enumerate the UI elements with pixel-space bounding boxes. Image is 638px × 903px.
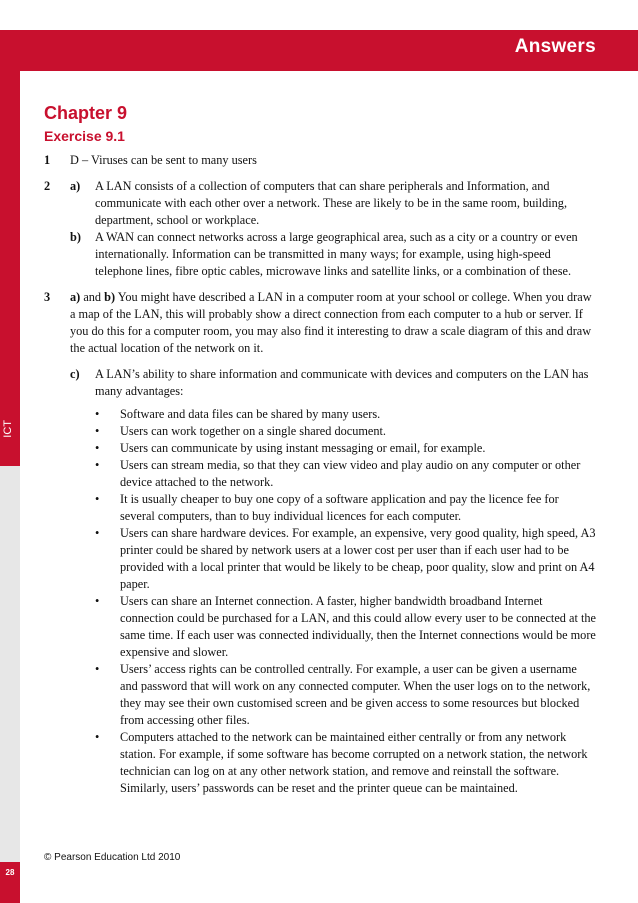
answer-text: D – Viruses can be sent to many users: [70, 153, 257, 167]
answer-text: A WAN can connect networks across a large geographical area, such as a city or a country or even internationally. Information can be transmitted in many ways; for example, using high-speed telephone lines, fibre optic cables, microwave links and satellite links, or a combination of these.: [95, 230, 578, 278]
bullet-marker: •: [95, 407, 100, 421]
list-item: [95, 661, 596, 729]
answer-text: [70, 289, 596, 357]
page-title: Answers: [514, 36, 596, 57]
subject-label: ICT: [2, 420, 14, 438]
answer-2a: [44, 178, 596, 229]
list-item-text: Computers attached to the network can be maintained either centrally or from any network station. For example, if some software has become corrupted on a network station, the network technician can log on at any other network station, and remove and reinstall the software. Similarly, users’ passwords can be reset and the printer queue can be maintained.: [120, 730, 588, 795]
part-label: a): [70, 179, 81, 193]
question-number: 3: [44, 290, 51, 304]
list-item: [95, 423, 596, 440]
list-item-text: Software and data files can be shared by many users.: [120, 407, 381, 421]
subject-tab: [0, 71, 20, 466]
bullet-marker: •: [95, 492, 100, 506]
bullet-marker: •: [95, 424, 100, 438]
list-item-text: Users can stream media, so that they can view video and play audio on any computer or other device attached to the network.: [120, 458, 581, 489]
connector-text: and: [80, 290, 105, 304]
answer-text: A LAN’s ability to share information and communicate with devices and computers on the LAN has many advantages:: [95, 367, 589, 398]
bullet-marker: •: [95, 441, 100, 455]
list-item: [95, 593, 596, 661]
list-item-text: Users can work together on a single shared document.: [120, 424, 387, 438]
bullet-marker: •: [95, 594, 100, 608]
list-item: [95, 491, 596, 525]
chapter-heading: Chapter 9: [44, 103, 128, 123]
list-item-text: Users’ access rights can be controlled centrally. For example, a user can be given a username and password that will work on any connected computer. When the user logs on to the network, they may see their own customised screen and be given access to some resources but blocked from accessing other files.: [120, 662, 591, 727]
page-number: 28: [5, 868, 15, 877]
list-item: [95, 406, 596, 423]
question-number: 2: [44, 179, 51, 193]
answer-3c: [44, 366, 596, 400]
copyright-footer: © Pearson Education Ltd 2010: [44, 852, 181, 863]
bullet-marker: •: [95, 526, 100, 540]
part-label: c): [70, 367, 80, 381]
question-number: 1: [44, 153, 51, 167]
list-item-text: Users can share an Internet connection. A faster, higher bandwidth broadband Internet connection could be purchased for a LAN, and this could allow every user to be connected at the same time. If each user was connected individually, then the Internet connections would be more expensive and slower.: [120, 594, 596, 659]
list-item: [95, 525, 596, 593]
list-item-text: It is usually cheaper to buy one copy of a software application and pay the licence fee for several computers, than to buy individual licences for each computer.: [120, 492, 559, 523]
bullet-marker: •: [95, 730, 100, 744]
answer-text: A LAN consists of a collection of computers that can share peripherals and Information, and communicate with each other over a network. These are likely to be in the same room, building, department, school or workplace.: [95, 179, 568, 227]
bullet-marker: •: [95, 662, 100, 676]
exercise-heading: Exercise 9.1: [44, 128, 125, 144]
part-label: b): [104, 290, 116, 304]
bullet-marker: •: [95, 458, 100, 472]
list-item: [95, 729, 596, 797]
list-item-text: Users can communicate by using instant messaging or email, for example.: [120, 441, 486, 455]
answer-2b: [44, 229, 596, 280]
answer-body: You might have described a LAN in a computer room at your school or college. When you draw a map of the LAN, this will probably show a direct connection from each computer to a hub or server. If you do this for a computer room, you may also find it interesting to draw a scale diagram of this and draw the actual location of the network on it.: [70, 290, 592, 355]
part-label: a): [70, 290, 81, 304]
answer-3ab: [44, 289, 596, 357]
list-item: [95, 457, 596, 491]
answer-1: [44, 152, 596, 169]
advantages-list: [44, 406, 596, 797]
list-item: [95, 440, 596, 457]
list-item-text: Users can share hardware devices. For example, an expensive, very good quality, high speed, A3 printer could be shared by network users at a lower cost per user than if each user had to be provided with a local printer that would be likely to be cheap, poor quality, slow and print on A4 paper.: [120, 526, 596, 591]
answers-content: [44, 152, 596, 797]
part-label: b): [70, 230, 81, 244]
